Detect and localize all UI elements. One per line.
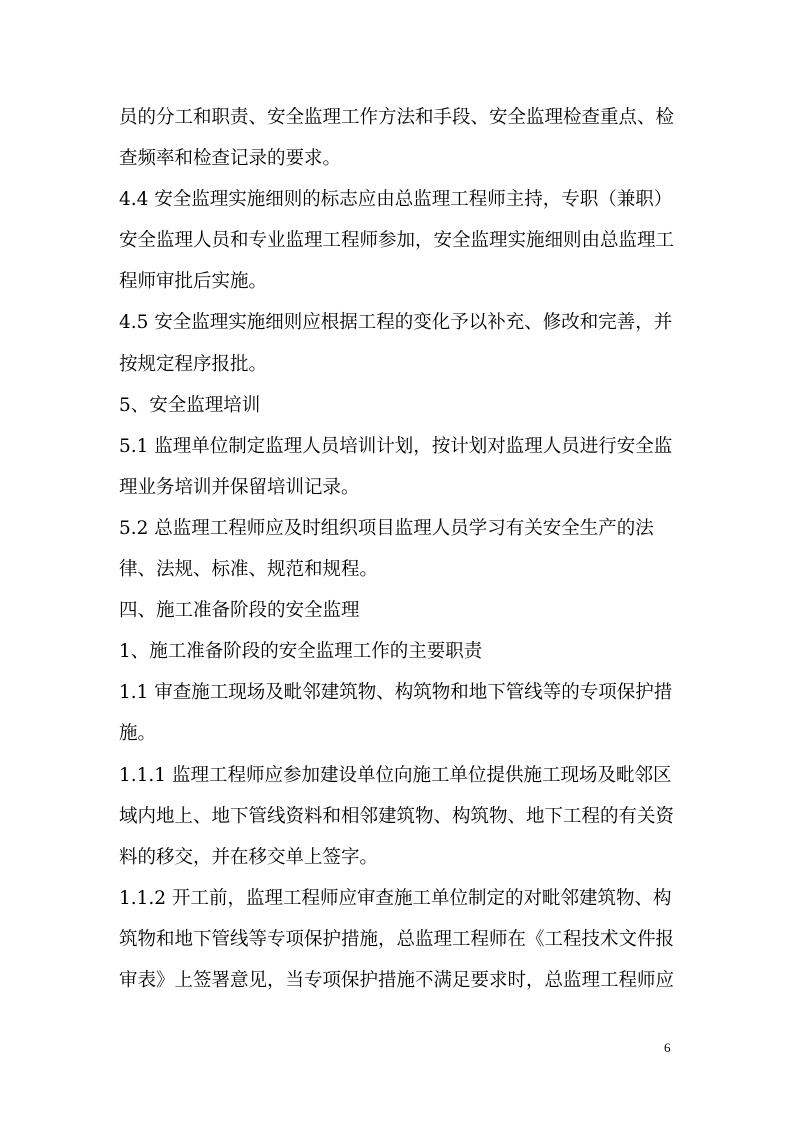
- text-line: 审表》上签署意见，当专项保护措施不满足要求时，总监理工程师应: [119, 969, 675, 991]
- chapter-heading: 四、施工准备阶段的安全监理: [119, 600, 360, 622]
- text-line: 域内地上、地下管线资料和相邻建筑物、构筑物、地下工程的有关资: [119, 805, 675, 827]
- text-line: 按规定程序报批。: [119, 353, 268, 375]
- text-line: 料的移交，并在移交单上签字。: [119, 846, 379, 868]
- text-line: 筑物和地下管线等专项保护措施，总监理工程师在《工程技术文件报: [119, 928, 675, 950]
- text-line: 施。: [119, 723, 157, 745]
- section-heading: 1、施工准备阶段的安全监理工作的主要职责: [119, 641, 483, 663]
- text-line: 5.1 监理单位制定监理人员培训计划，按计划对监理人员进行安全监: [119, 435, 673, 457]
- text-line: 程师审批后实施。: [119, 271, 268, 293]
- text-line: 查频率和检查记录的要求。: [119, 148, 342, 170]
- text-line: 5.2 总监理工程师应及时组织项目监理人员学习有关安全生产的法: [119, 517, 654, 539]
- page-number: 6: [664, 1040, 671, 1055]
- text-line: 员的分工和职责、安全监理工作方法和手段、安全监理检查重点、检: [119, 107, 675, 128]
- body-text: [119, 97, 679, 1001]
- text-line: 安全监理人员和专业监理工程师参加，安全监理实施细则由总监理工: [119, 230, 675, 252]
- text-line: 1.1.1 监理工程师应参加建设单位向施工单位提供施工现场及毗邻区: [119, 764, 672, 786]
- text-line: 4.5 安全监理实施细则应根据工程的变化予以补充、修改和完善，并: [119, 312, 673, 334]
- text-line: 律、法规、标准、规范和规程。: [119, 559, 379, 581]
- text-line: 1.1.2 开工前，监理工程师应审查施工单位制定的对毗邻建筑物、构: [119, 887, 672, 909]
- section-heading: 5、安全监理培训: [119, 394, 261, 416]
- text-line: 1.1 审查施工现场及毗邻建筑物、构筑物和地下管线等的专项保护措: [119, 682, 673, 704]
- text-line: 4.4 安全监理实施细则的标志应由总监理工程师主持，专职（兼职）: [119, 189, 673, 211]
- text-line: 理业务培训并保留培训记录。: [119, 476, 360, 498]
